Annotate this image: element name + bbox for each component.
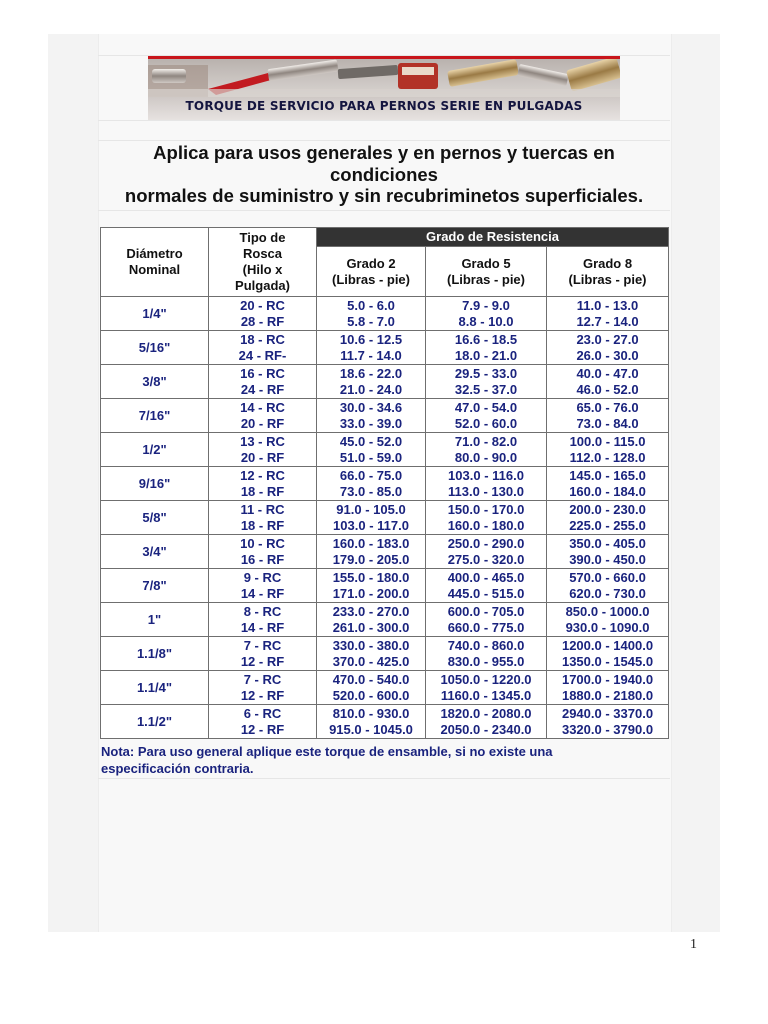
diameter-cell: 1/4"	[101, 297, 209, 331]
column-header-grade-2	[317, 247, 426, 297]
grade-8-cell	[547, 501, 669, 535]
cell-line: 73.0 - 84.0	[576, 415, 639, 431]
cell-line: 47.0 - 54.0	[454, 399, 518, 415]
grade-2-cell	[317, 535, 426, 569]
cell-line: 14 - RC	[240, 399, 285, 415]
column-header-diameter	[101, 228, 209, 297]
header-label: (Libras - pie)	[331, 271, 410, 287]
cell-line: 810.0 - 930.0	[332, 705, 410, 721]
grade-2-cell	[317, 603, 426, 637]
grade-8-cell	[547, 331, 669, 365]
cell-line: 91.0 - 105.0	[336, 501, 406, 517]
diameter-cell: 1.1/4"	[101, 671, 209, 705]
cell-line: 14 - RF	[240, 585, 285, 601]
grade-2-cell	[317, 297, 426, 331]
cell-line: 113.0 - 130.0	[448, 483, 524, 499]
grade-5-cell	[426, 331, 547, 365]
cell-line: 16 - RF	[240, 551, 285, 567]
cell-line: 179.0 - 205.0	[332, 551, 410, 567]
header-label: Diámetro	[126, 246, 183, 261]
header-label: Tipo de	[239, 230, 286, 245]
grade-8-cell	[547, 603, 669, 637]
diameter-cell: 1"	[101, 603, 209, 637]
table-row	[101, 365, 669, 399]
table-header-row	[101, 228, 669, 247]
cell-line: 12.7 - 14.0	[576, 313, 639, 329]
cell-line: 18.0 - 21.0	[454, 347, 518, 363]
grade-5-cell	[426, 467, 547, 501]
grade-5-cell	[426, 671, 547, 705]
grade-2-cell	[317, 671, 426, 705]
cell-line: 12 - RF	[240, 653, 285, 669]
diameter-cell: 1.1/8"	[101, 637, 209, 671]
header-banner	[148, 56, 620, 120]
diameter-cell: 5/8"	[101, 501, 209, 535]
grade-8-cell	[547, 467, 669, 501]
cell-line: 103.0 - 116.0	[448, 467, 524, 483]
cell-line: 250.0 - 290.0	[447, 535, 525, 551]
cell-line: 1820.0 - 2080.0	[440, 705, 532, 721]
cell-line: 14 - RF	[240, 619, 285, 635]
grade-5-cell	[426, 399, 547, 433]
thread-type-cell	[209, 603, 317, 637]
cell-line: 11.0 - 13.0	[576, 297, 639, 313]
cell-line: 8 - RC	[243, 603, 282, 619]
thread-type-cell	[209, 705, 317, 739]
table-row	[101, 501, 669, 535]
cell-line: 51.0 - 59.0	[339, 449, 403, 465]
table-row	[101, 433, 669, 467]
cell-line: 155.0 - 180.0	[332, 569, 410, 585]
cell-line: 330.0 - 380.0	[332, 637, 410, 653]
cell-line: 29.5 - 33.0	[454, 365, 518, 381]
diameter-cell: 3/4"	[101, 535, 209, 569]
footnote	[101, 744, 661, 777]
header-label: Grado 8	[582, 255, 633, 271]
cell-line: 33.0 - 39.0	[339, 415, 403, 431]
cell-line: 2050.0 - 2340.0	[440, 721, 532, 737]
cell-line: 445.0 - 515.0	[447, 585, 525, 601]
heading-line: condiciones	[330, 163, 438, 185]
cell-line: 830.0 - 955.0	[447, 653, 525, 669]
cell-line: 1050.0 - 1220.0	[440, 671, 532, 687]
cell-line: 16.6 - 18.5	[454, 331, 518, 347]
cell-line: 13 - RC	[240, 433, 285, 449]
cell-line: 32.5 - 37.0	[454, 381, 518, 397]
cell-line: 2940.0 - 3370.0	[561, 705, 654, 721]
cell-line: 73.0 - 85.0	[339, 483, 403, 499]
diameter-cell: 7/16"	[101, 399, 209, 433]
footnote-line: Nota: Para uso general aplique este torque de ensamble, si no existe una	[101, 744, 553, 759]
cell-line: 660.0 - 775.0	[447, 619, 525, 635]
cell-line: 600.0 - 705.0	[447, 603, 525, 619]
table-row	[101, 535, 669, 569]
torque-table	[100, 227, 669, 739]
bolts-photo-image	[148, 59, 620, 97]
table-row	[101, 569, 669, 603]
cell-line: 20 - RC	[240, 297, 285, 313]
cell-line: 740.0 - 860.0	[447, 637, 525, 653]
cell-line: 66.0 - 75.0	[339, 467, 403, 483]
cell-line: 9 - RC	[243, 569, 282, 585]
cell-line: 470.0 - 540.0	[332, 671, 410, 687]
grade-2-cell	[317, 399, 426, 433]
divider	[98, 140, 670, 141]
header-label: (Libras - pie)	[446, 271, 525, 287]
cell-line: 930.0 - 1090.0	[565, 619, 650, 635]
cell-line: 30.0 - 34.6	[339, 399, 403, 415]
cell-line: 40.0 - 47.0	[576, 365, 639, 381]
cell-line: 12 - RF	[240, 721, 285, 737]
cell-line: 5.8 - 7.0	[347, 313, 395, 329]
cell-line: 10 - RC	[240, 535, 285, 551]
table-row	[101, 399, 669, 433]
diameter-cell: 9/16"	[101, 467, 209, 501]
table-row	[101, 637, 669, 671]
grade-8-cell	[547, 535, 669, 569]
cell-line: 6 - RC	[243, 705, 282, 721]
header-label: Nominal	[128, 262, 181, 277]
grade-8-cell	[547, 637, 669, 671]
cell-line: 370.0 - 425.0	[332, 653, 410, 669]
diameter-cell: 1/2"	[101, 433, 209, 467]
thread-type-cell	[209, 433, 317, 467]
cell-line: 18 - RC	[240, 331, 285, 347]
cell-line: 7 - RC	[243, 637, 282, 653]
grade-5-cell	[426, 501, 547, 535]
table-row	[101, 297, 669, 331]
divider	[98, 120, 670, 121]
cell-line: 150.0 - 170.0	[447, 501, 525, 517]
header-label: (Hilo x	[242, 262, 283, 277]
cell-line: 171.0 - 200.0	[332, 585, 410, 601]
cell-line: 16 - RC	[240, 365, 285, 381]
banner-title: TORQUE DE SERVICIO PARA PERNOS SERIE EN PULGADAS	[185, 99, 583, 113]
cell-line: 100.0 - 115.0	[569, 433, 646, 449]
header-label: Grado 2	[346, 255, 396, 271]
cell-line: 620.0 - 730.0	[569, 585, 646, 601]
grade-8-cell	[547, 705, 669, 739]
cell-line: 275.0 - 320.0	[447, 551, 525, 567]
heading-line: Aplica para usos generales y en pernos y tuercas en	[153, 142, 615, 163]
grade-8-cell	[547, 365, 669, 399]
table-row	[101, 603, 669, 637]
cell-line: 520.0 - 600.0	[332, 687, 410, 703]
thread-type-cell	[209, 297, 317, 331]
heading-line: normales de suministro y sin recubriminetos superficiales.	[124, 185, 644, 206]
diameter-cell: 7/8"	[101, 569, 209, 603]
grade-2-cell	[317, 569, 426, 603]
cell-line: 28 - RF	[240, 313, 285, 329]
cell-line: 200.0 - 230.0	[569, 501, 646, 517]
table-row	[101, 331, 669, 365]
cell-line: 400.0 - 465.0	[447, 569, 525, 585]
grade-8-cell	[547, 399, 669, 433]
cell-line: 7.9 - 9.0	[462, 297, 510, 313]
grade-5-cell	[426, 365, 547, 399]
cell-line: 570.0 - 660.0	[569, 569, 646, 585]
thread-type-cell	[209, 569, 317, 603]
cell-line: 850.0 - 1000.0	[565, 603, 650, 619]
header-label: (Libras - pie)	[568, 271, 647, 287]
grade-2-cell	[317, 705, 426, 739]
grade-2-cell	[317, 637, 426, 671]
grade-5-cell	[426, 603, 547, 637]
cell-line: 1350.0 - 1545.0	[561, 653, 654, 669]
cell-line: 71.0 - 82.0	[454, 433, 518, 449]
grade-5-cell	[426, 705, 547, 739]
table-row	[101, 671, 669, 705]
cell-line: 11.7 - 14.0	[340, 347, 402, 363]
column-header-grade-5	[426, 247, 547, 297]
thread-type-cell	[209, 671, 317, 705]
cell-line: 915.0 - 1045.0	[329, 721, 413, 737]
column-header-grade-8	[547, 247, 669, 297]
cell-line: 112.0 - 128.0	[569, 449, 646, 465]
cell-line: 1200.0 - 1400.0	[561, 637, 654, 653]
cell-line: 3320.0 - 3790.0	[561, 721, 654, 737]
grade-2-cell	[317, 331, 426, 365]
cell-line: 7 - RC	[243, 671, 282, 687]
column-group-header-resistance-grade: Grado de Resistencia	[317, 228, 669, 247]
cell-line: 10.6 - 12.5	[339, 331, 403, 347]
header-label: Rosca	[242, 246, 283, 261]
cell-line: 24 - RF	[240, 381, 285, 397]
cell-line: 24 - RF-	[238, 347, 287, 363]
thread-type-cell	[209, 501, 317, 535]
cell-line: 80.0 - 90.0	[454, 449, 518, 465]
grade-8-cell	[547, 671, 669, 705]
cell-line: 52.0 - 60.0	[454, 415, 518, 431]
cell-line: 233.0 - 270.0	[332, 603, 410, 619]
cell-line: 1700.0 - 1940.0	[561, 671, 654, 687]
cell-line: 8.8 - 10.0	[458, 313, 514, 329]
cell-line: 225.0 - 255.0	[569, 517, 646, 533]
diameter-cell: 5/16"	[101, 331, 209, 365]
table-row	[101, 705, 669, 739]
thread-type-cell	[209, 637, 317, 671]
grade-5-cell	[426, 569, 547, 603]
cell-line: 65.0 - 76.0	[576, 399, 639, 415]
thread-type-cell	[209, 365, 317, 399]
thread-type-cell	[209, 399, 317, 433]
diameter-cell: 3/8"	[101, 365, 209, 399]
grade-5-cell	[426, 433, 547, 467]
grade-2-cell	[317, 501, 426, 535]
cell-line: 12 - RC	[240, 467, 285, 483]
cell-line: 103.0 - 117.0	[333, 517, 409, 533]
table-row	[101, 467, 669, 501]
thread-type-cell	[209, 467, 317, 501]
header-label: Pulgada)	[235, 278, 290, 293]
page-heading	[98, 142, 670, 207]
grade-5-cell	[426, 535, 547, 569]
column-header-thread-type	[209, 228, 317, 297]
divider	[98, 778, 670, 779]
page-number: 1	[690, 937, 697, 952]
footnote-line: especificación contraria.	[101, 760, 254, 776]
cell-line: 18 - RF	[240, 517, 285, 533]
grade-5-cell	[426, 637, 547, 671]
cell-line: 46.0 - 52.0	[576, 381, 639, 397]
cell-line: 26.0 - 30.0	[576, 347, 639, 363]
cell-line: 18.6 - 22.0	[339, 365, 403, 381]
grade-2-cell	[317, 365, 426, 399]
diameter-cell: 1.1/2"	[101, 705, 209, 739]
divider	[98, 210, 670, 211]
grade-5-cell	[426, 297, 547, 331]
grade-8-cell	[547, 569, 669, 603]
grade-8-cell	[547, 433, 669, 467]
cell-line: 1880.0 - 2180.0	[561, 687, 654, 703]
cell-line: 23.0 - 27.0	[576, 331, 639, 347]
cell-line: 1160.0 - 1345.0	[440, 687, 532, 703]
header-label: Grado 5	[461, 255, 511, 271]
cell-line: 12 - RF	[240, 687, 285, 703]
cell-line: 21.0 - 24.0	[339, 381, 403, 397]
cell-line: 18 - RF	[240, 483, 285, 499]
cell-line: 11 - RC	[240, 501, 285, 517]
cell-line: 45.0 - 52.0	[339, 433, 403, 449]
cell-line: 261.0 - 300.0	[332, 619, 410, 635]
grade-2-cell	[317, 467, 426, 501]
cell-line: 160.0 - 184.0	[569, 483, 646, 499]
cell-line: 160.0 - 183.0	[332, 535, 410, 551]
cell-line: 350.0 - 405.0	[569, 535, 646, 551]
grade-2-cell	[317, 433, 426, 467]
cell-line: 390.0 - 450.0	[569, 551, 646, 567]
thread-type-cell	[209, 535, 317, 569]
cell-line: 5.0 - 6.0	[347, 297, 395, 313]
thread-type-cell	[209, 331, 317, 365]
grade-8-cell	[547, 297, 669, 331]
cell-line: 145.0 - 165.0	[569, 467, 646, 483]
cell-line: 20 - RF	[240, 449, 285, 465]
cell-line: 20 - RF	[240, 415, 285, 431]
cell-line: 160.0 - 180.0	[447, 517, 525, 533]
